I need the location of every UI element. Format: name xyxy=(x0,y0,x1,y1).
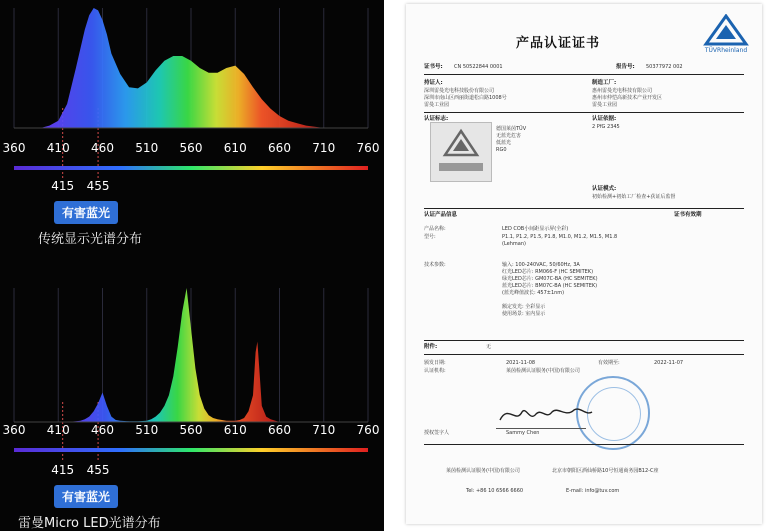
traditional-spectrum-caption: 传统显示光谱分布 xyxy=(38,232,143,247)
footer-line-2: 北京市朝阳区酒仙桥路10号恒通商务园B12-C座 xyxy=(552,468,659,474)
highlight-tick-label-455: 455 xyxy=(86,179,110,193)
org: 莱茵检测认证服务(中国)有限公司 xyxy=(506,368,580,374)
rule: 2 PfG 2345 xyxy=(592,124,620,130)
tick-label-410: 410 xyxy=(46,141,70,155)
tick-label-710: 710 xyxy=(312,423,336,437)
holder-line-2: 深圳市南山区西丽街道松白路1008号 xyxy=(424,95,507,101)
factory-label: 制造工厂: xyxy=(592,80,617,86)
tick-label-460: 460 xyxy=(91,423,114,437)
footer-line-4: E-mail: info@tuv.com xyxy=(566,488,620,494)
mark-line-2: 无蓝光危害 xyxy=(496,133,522,139)
expiry-label: 有效期至: xyxy=(598,360,620,366)
rule-label: 认证依据: xyxy=(592,116,617,122)
certificate-panel xyxy=(400,0,768,531)
harmful-blue-badge-1: 有害蓝光 xyxy=(54,201,118,224)
param-5: (蓝光峰值波长: 457±1nm) xyxy=(502,290,565,296)
product-name: LED COB小间距显示屏(全彩) xyxy=(502,226,569,232)
traditional-spectrum-chart xyxy=(3,8,380,193)
tick-label-660: 660 xyxy=(268,423,291,437)
issue-date: 2021-11-08 xyxy=(506,360,536,366)
param-6: 额定发光: 全彩显示 xyxy=(502,304,546,310)
expiry-date: 2022-11-07 xyxy=(654,360,684,366)
highlight-tick-label-415: 415 xyxy=(51,179,75,193)
tick-label-410: 410 xyxy=(46,423,70,437)
mark-line-4: RG0 xyxy=(496,147,507,153)
param-7: 使用场景: 室内显示 xyxy=(502,311,546,317)
issue-label: 颁发日期: xyxy=(424,360,446,366)
cert-no: CN 50522844 0001 xyxy=(454,64,503,70)
micro-led-spectrum-chart xyxy=(3,288,380,477)
tuv-mark-icon xyxy=(430,122,492,182)
factory-line-3: 雷曼工业园 xyxy=(592,102,618,108)
highlight-tick-label-455: 455 xyxy=(86,463,110,477)
param-4: 蓝光LED芯片: BM07C-BA (HC SEMITEK) xyxy=(502,283,598,289)
org-label: 认证机构: xyxy=(424,368,446,374)
mode-label: 认证模式: xyxy=(592,186,617,192)
certificate-document xyxy=(406,4,762,524)
tick-label-360: 360 xyxy=(2,141,26,155)
param-3: 绿光LED芯片: GM07C-BA (HC SEMITEK) xyxy=(502,276,598,282)
product-label: 认证产品信息 xyxy=(424,212,458,218)
mark-line-1: 德国莱茵TÜV xyxy=(496,126,527,132)
certificate-title: 产品认证证书 xyxy=(516,36,601,51)
tick-label-660: 660 xyxy=(268,141,291,155)
harmful-blue-badge-2: 有害蓝光 xyxy=(54,485,118,508)
tick-label-560: 560 xyxy=(179,141,203,155)
tick-label-360: 360 xyxy=(2,423,26,437)
mark-label: 认证标志: xyxy=(424,116,449,122)
params-label: 技术参数: xyxy=(424,262,446,268)
holder-line-3: 雷曼工业园 xyxy=(424,102,450,108)
model-line-2: (Lehman) xyxy=(502,241,526,247)
tick-label-610: 610 xyxy=(223,423,247,437)
mark-line-3: 低蓝光 xyxy=(496,140,512,146)
mode: 初始检测+初始工厂检查+获证后监督 xyxy=(592,194,676,200)
micro-led-spectrum-caption: 雷曼Micro LED光谱分布 xyxy=(18,516,161,531)
product-label-right: 证书有效期 xyxy=(674,212,702,218)
tick-label-460: 460 xyxy=(91,141,114,155)
model-label: 型号: xyxy=(424,234,436,240)
report-no-label: 报告号: xyxy=(616,64,635,70)
holder-line-1: 深圳雷曼光电科技股份有限公司 xyxy=(424,88,495,94)
tick-label-760: 760 xyxy=(356,423,380,437)
spectrum-color-bar-1 xyxy=(14,448,368,452)
tuv-logo-icon xyxy=(702,14,750,54)
model-line-1: P1.1, P1.2, P1.5, P1.8, M1.0, M1.2, M1.5, M1.8 xyxy=(502,234,618,240)
factory-line-1: 惠州雷曼光电科技有限公司 xyxy=(592,88,653,94)
tuv-brand: TÜVRheinland xyxy=(704,47,748,54)
signature-icon xyxy=(496,400,596,428)
signer: Sammy Chen xyxy=(506,430,540,436)
spectrum-area-1 xyxy=(67,288,279,422)
tick-label-760: 760 xyxy=(356,141,380,155)
param-1: 输入: 100-240VAC, 50/60Hz, 3A xyxy=(502,262,580,268)
highlight-tick-label-415: 415 xyxy=(51,463,75,477)
holder-label: 持证人: xyxy=(424,80,443,86)
tick-label-560: 560 xyxy=(179,423,203,437)
remark-label: 附件: xyxy=(424,344,438,350)
spectrum-area-0 xyxy=(41,8,324,128)
tick-label-610: 610 xyxy=(223,141,247,155)
param-2: 红光LED芯片: RM066-F (HC SEMITEK) xyxy=(502,269,594,275)
tick-label-510: 510 xyxy=(135,423,159,437)
spectrum-color-bar-0 xyxy=(14,166,368,170)
footer-line-3: Tel: +86 10 6566 6660 xyxy=(466,488,524,494)
footer-line-1: 莱茵检测认证服务(中国)有限公司 xyxy=(446,468,520,474)
report-no: 50377972 002 xyxy=(646,64,683,70)
factory-line-2: 惠州市仲恺高新技术产业开发区 xyxy=(592,95,663,101)
signer-title: 授权签字人 xyxy=(424,430,450,436)
product-name-label: 产品名称: xyxy=(424,226,446,232)
tick-label-510: 510 xyxy=(135,141,159,155)
cert-no-label: 证书号: xyxy=(424,64,443,70)
remark-value: 无 xyxy=(486,344,492,350)
tick-label-710: 710 xyxy=(312,141,336,155)
